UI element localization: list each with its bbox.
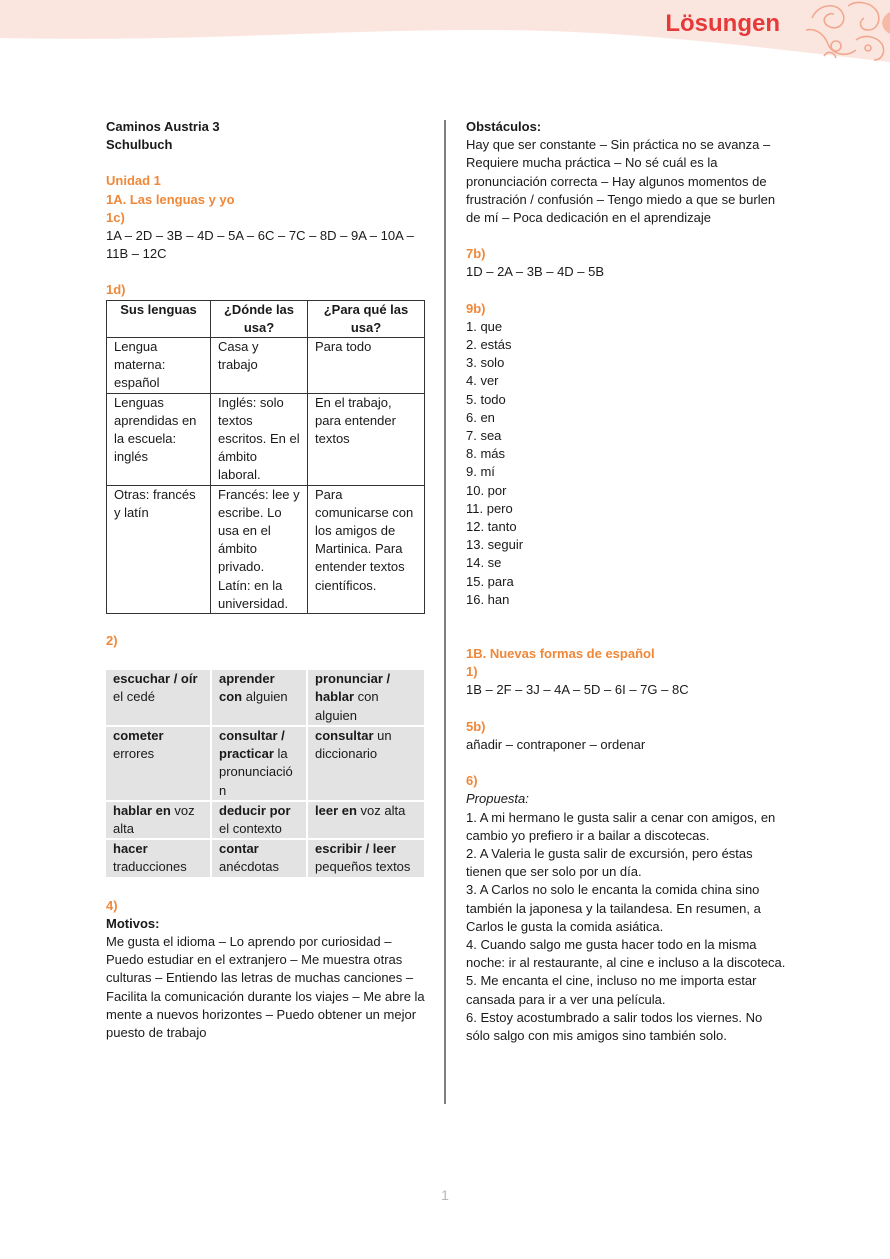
list-item: 3. solo <box>466 355 505 371</box>
table-row <box>107 393 425 485</box>
motives-text: Me gusta el idioma – Lo aprendo por curiosidad – Puedo estudiar en el extranjero – Me muestra otras culturas – Entiendo las letras de muchas canciones – Facilita la comunicación durante los viajes – Me abre la mente a nuevos horizontes – Puedo obtener un mejor puesto de trabajo <box>106 933 425 1040</box>
section-heading-1a: 1A. Las lenguas y yo <box>106 191 235 207</box>
book-title: Caminos Austria 3 <box>106 119 220 134</box>
languages-table <box>106 300 425 614</box>
list-item: 16. han <box>466 591 510 607</box>
page-header-title: Lösungen <box>665 10 780 37</box>
table-cell: Otras: francés y latín <box>107 485 211 613</box>
table-cell: leer en voz alta <box>308 802 424 838</box>
unit-heading: Unidad 1 <box>106 173 161 189</box>
exercise-label-5b: 5b) <box>466 718 486 734</box>
table-cell: deducir por el contexto <box>212 802 306 838</box>
column-divider <box>444 120 446 1104</box>
proposal-label: Propuesta: <box>466 791 529 807</box>
list-item: 2. estás <box>466 337 512 353</box>
floral-ornament-icon <box>798 0 890 66</box>
page-number: 1 <box>441 1187 449 1203</box>
table-cell: Inglés: solo textos escritos. En el ámbito laboral. <box>211 393 308 485</box>
table-row <box>106 670 424 725</box>
list-item: 14. se <box>466 555 502 571</box>
answer-list-6 <box>466 809 788 1046</box>
section-heading-1b: 1B. Nuevas formas de español <box>466 646 655 662</box>
left-column <box>106 118 426 1042</box>
exercise-label-9b: 9b) <box>466 300 486 316</box>
right-column <box>466 118 788 1045</box>
table-cell: consultar un diccionario <box>308 727 424 800</box>
table-cell: hacer traducciones <box>106 840 210 876</box>
table-cell: En el trabajo, para entender textos <box>308 393 425 485</box>
table-cell: contar anécdotas <box>212 840 306 876</box>
table-cell: aprender con alguien <box>212 670 306 725</box>
exercise-label-6: 6) <box>466 773 478 789</box>
list-item: 9. mí <box>466 464 495 480</box>
obstacles-text: Hay que ser constante – Sin práctica no se avanza – Requiere mucha práctica – No sé cuál es la pronunciación correcta – Hay algunos momentos de frustración / confusión – Tengo miedo a que se burlen de mí – Poca dedicación en el aprendizaje <box>466 137 776 226</box>
list-item: 2. A Valeria le gusta salir de excursión, pero éstas tienen que ser solo por un día. <box>466 845 753 880</box>
list-item: 11. pero <box>466 500 513 516</box>
exercise-label-1: 1) <box>466 664 478 680</box>
list-item: 1. A mi hermano le gusta salir a cenar con amigos, en cambio yo prefiero ir a bailar a discotecas. <box>466 809 776 843</box>
list-item: 6. Estoy acostumbrado a salir todos los viernes. No sólo salgo con mis amigos sino también solo. <box>466 1009 763 1043</box>
table-cell: hablar en voz alta <box>106 802 210 838</box>
answer-7b: 1D – 2A – 3B – 4D – 5B <box>466 264 605 280</box>
list-item: 1. que <box>466 318 503 334</box>
motives-heading: Motivos: <box>106 915 160 931</box>
table-cell: Francés: lee y escribe. Lo usa en el ámbito privado. Latín: en la universidad. <box>211 485 308 613</box>
table-row <box>106 727 424 800</box>
list-item: 4. ver <box>466 373 499 389</box>
list-item: 3. A Carlos no solo le encanta la comida china sino también la japonesa y la tailandesa. En resumen, a Carlos le gusta la comida asiática. <box>466 882 761 934</box>
table-cell: Lengua materna: español <box>107 338 211 394</box>
answer-5b: añadir – contraponer – ordenar <box>466 736 646 752</box>
answer-1: 1B – 2F – 3J – 4A – 5D – 6I – 7G – 8C <box>466 682 689 698</box>
list-item: 15. para <box>466 573 514 589</box>
exercise-label-7b: 7b) <box>466 246 486 262</box>
list-item: 5. Me encanta el cine, incluso no me importa estar cansada para ir a ver una película. <box>466 973 757 1007</box>
table-cell: escuchar / oír el cedé <box>106 670 210 725</box>
list-item: 4. Cuando salgo me gusta hacer todo en la misma noche: ir al restaurante, al cine e incluso a la discoteca. <box>466 936 786 971</box>
book-subtitle: Schulbuch <box>106 137 173 153</box>
list-item: 13. seguir <box>466 537 524 553</box>
exercise-label-4: 4) <box>106 897 118 913</box>
obstacles-heading: Obstáculos: <box>466 119 542 134</box>
list-item: 7. sea <box>466 428 502 444</box>
list-item: 8. más <box>466 446 506 462</box>
list-item: 10. por <box>466 482 507 498</box>
table-cell: escribir / leer pequeños textos <box>308 840 424 876</box>
list-item: 12. tanto <box>466 519 517 535</box>
table-row <box>106 802 424 838</box>
table-header-row <box>107 300 425 337</box>
table-row <box>106 840 424 876</box>
table-cell: Para todo <box>308 338 425 394</box>
table-header-cell: ¿Para qué las usa? <box>308 300 425 337</box>
table-header-cell: Sus lenguas <box>107 300 211 337</box>
list-item: 6. en <box>466 409 495 425</box>
answer-list-9b <box>466 318 788 609</box>
table-cell: pronunciar / hablar con alguien <box>308 670 424 725</box>
table-cell: Lenguas aprendidas en la escuela: inglés <box>107 393 211 485</box>
table-cell: Casa y trabajo <box>211 338 308 394</box>
table-cell: consultar / practicar la pronunciació n <box>212 727 306 800</box>
collocations-table <box>104 668 426 878</box>
exercise-label-1c: 1c) <box>106 209 125 225</box>
answer-1c: 1A – 2D – 3B – 4D – 5A – 6C – 7C – 8D – 9A – 10A – 11B – 12C <box>106 228 414 262</box>
table-cell: cometer errores <box>106 727 210 800</box>
table-row <box>107 338 425 394</box>
table-cell: Para comunicarse con los amigos de Martinica. Para entender textos científicos. <box>308 485 425 613</box>
exercise-label-1d: 1d) <box>106 282 126 298</box>
list-item: 5. todo <box>466 391 506 407</box>
table-row <box>107 485 425 613</box>
exercise-label-2: 2) <box>106 633 118 649</box>
table-header-cell: ¿Dónde las usa? <box>211 300 308 337</box>
